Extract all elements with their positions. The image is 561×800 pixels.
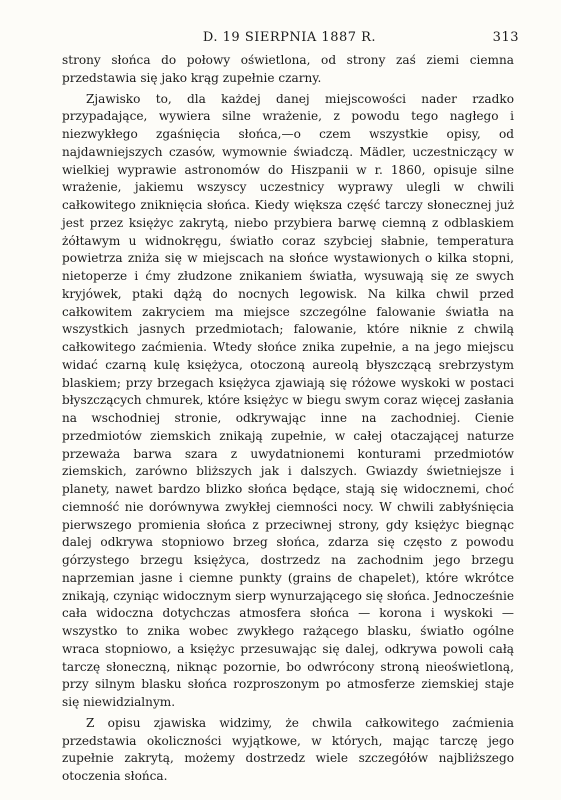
- running-header: [60, 30, 519, 50]
- paragraph-conclusion: Z opisu zjawiska widzimy, że chwila całkowitego zaćmienia przedstawia okoliczności wyjątkowe, w których, mając tarczę jego zupełnie zakrytą, możemy dostrzedz wiele szczegółów najbliższego otoczenia słońca.: [62, 715, 514, 783]
- paragraph-eclipse-description: Zjawisko to, dla każdej danej miejscowości nader rzadko przypadające, wywiera silne wrażenie, z powodu tego nagłego i niezwykłego zgaśnięcia słońca,—o czem wszystkie opisy, od najdawniejszych czasów, wymownie świadczą. Mädler, uczestniczący w wielkiej wyprawie astronomów do Hiszpanii w r. 1860, opisuje silne wrażenie, jakiemu wszyscy uczestnicy wyprawy ulegli w chwili całkowitego zniknięcia słońca. Kiedy większa część tarczy słonecznej już jest przez księżyc zakrytą, niebo przybiera barwę ciemną z odblaskiem żółtawym u widnokręgu, światło coraz szybciej słabnie, temperatura powietrza zniża się w miejscach na słońce wystawionych o kilka stopni, nietoperze i ćmy złudzone znikaniem światła, wysuwają się ze swych kryjówek, ptaki dążą do nocnych legowisk. Na kilka chwil przed całkowitem zakryciem ma miejsce szczególne falowanie światła na wszystkich jasnych przedmiotach; falowanie, które niknie z chwilą całkowitego zaćmienia. Wtedy słońce znika zupełnie, a na jego miejscu widać czarną kulę księżyca, otoczoną aureolą błyszczącą srebrzystym blaskiem; przy brzegach księżyca zjawiają się różowe wyskoki w postaci błyszczących chmurek, które księżyc w biegu swym coraz więcej zasłania na wschodniej stronie, odkrywając inne na zachodniej. Cienie przedmiotów ziemskich znikają zupełnie, w całej otaczającej naturze przeważa barwa szara z uwydatnionemi konturami przedmiotów ziemskich, zarówno bliższych jak i dalszych. Gwiazdy świetniejsze i planety, nawet bardzo blizko słońca będące, stają się widocznemi, choć ciemność nie dorównywa zwykłej ciemności nocy. W chwili zabłyśnięcia pierwszego promienia słońca z przeciwnej strony, gdy księżyc biegnąc dalej odkrywa stopniowo brzeg słońca, zdarza się często z powodu górzystego brzegu księżyca, dostrzedz na zachodnim jego brzegu naprzemian jasne i ciemne punkty (grains de chapelet), które wkrótce znikają, czyniąc widocznym sierp wynurzającego się słońca. Jednocześnie cała widoczna dotychczas atmosfera słońca — korona i wyskoki — wszystko to znika wobec zwykłego rażącego blasku, światło ogólne wraca stopniowo, a księżyc przesuwając się dalej, odkrywa powoli całą tarczę słoneczną, niknąc pozornie, bo odwrócony stroną nieoświetloną, przy silnym blasku słońca rozproszonym po atmosferze ziemskiej staje się niewidzialnym.: [62, 91, 514, 709]
- page-number: 313: [492, 30, 519, 45]
- header-title: D. 19 SIERPNIA 1887 R.: [202, 30, 377, 45]
- body-text: [62, 52, 514, 786]
- paragraph-continuation: strony słońca do połowy oświetlona, od strony zaś ziemi ciemna przedstawia się jako krąg zupełnie czarny.: [62, 53, 514, 85]
